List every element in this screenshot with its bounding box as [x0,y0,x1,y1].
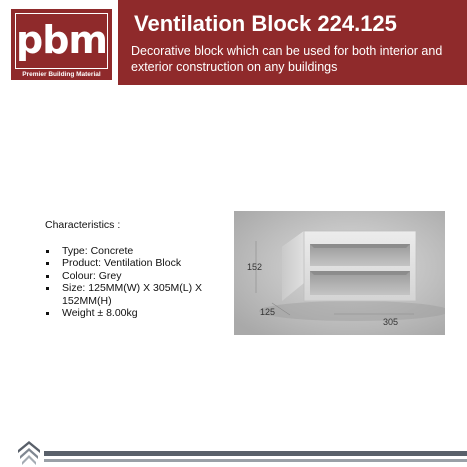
footer-rule [0,449,467,467]
pbm-logo [11,9,112,80]
logo-text: pbm [16,18,107,62]
characteristics-section [45,219,225,320]
page-subtitle: Decorative block which can be used for both interior and exterior construction on any buildings [131,44,443,74]
header [0,0,467,85]
characteristics-heading: Characteristics : [45,219,121,231]
product-photo [234,211,445,335]
dimension-length-label: 305 [383,317,399,327]
characteristics-list [45,245,225,320]
logo-frame [15,13,108,69]
characteristic-item: Type: Concrete [45,245,225,258]
dimension-width-label: 125 [260,307,276,317]
footer-line [44,451,467,456]
title-band [118,0,467,85]
page-title: Ventilation Block 224.125 [134,11,397,36]
characteristic-item: Product: Ventilation Block [45,257,225,270]
characteristic-item: Size: 125MM(W) X 305M(L) X 152MM(H) [45,282,225,307]
footer-line [44,459,467,462]
characteristic-item: Colour: Grey [45,270,225,283]
logo-tagline: Premier Building Material [22,71,101,78]
ventilation-block-illustration [234,211,445,335]
dimension-height-label: 152 [247,262,263,272]
characteristic-item: Weight ± 8.00kg [45,307,225,320]
house-chevron-icon [16,438,42,467]
